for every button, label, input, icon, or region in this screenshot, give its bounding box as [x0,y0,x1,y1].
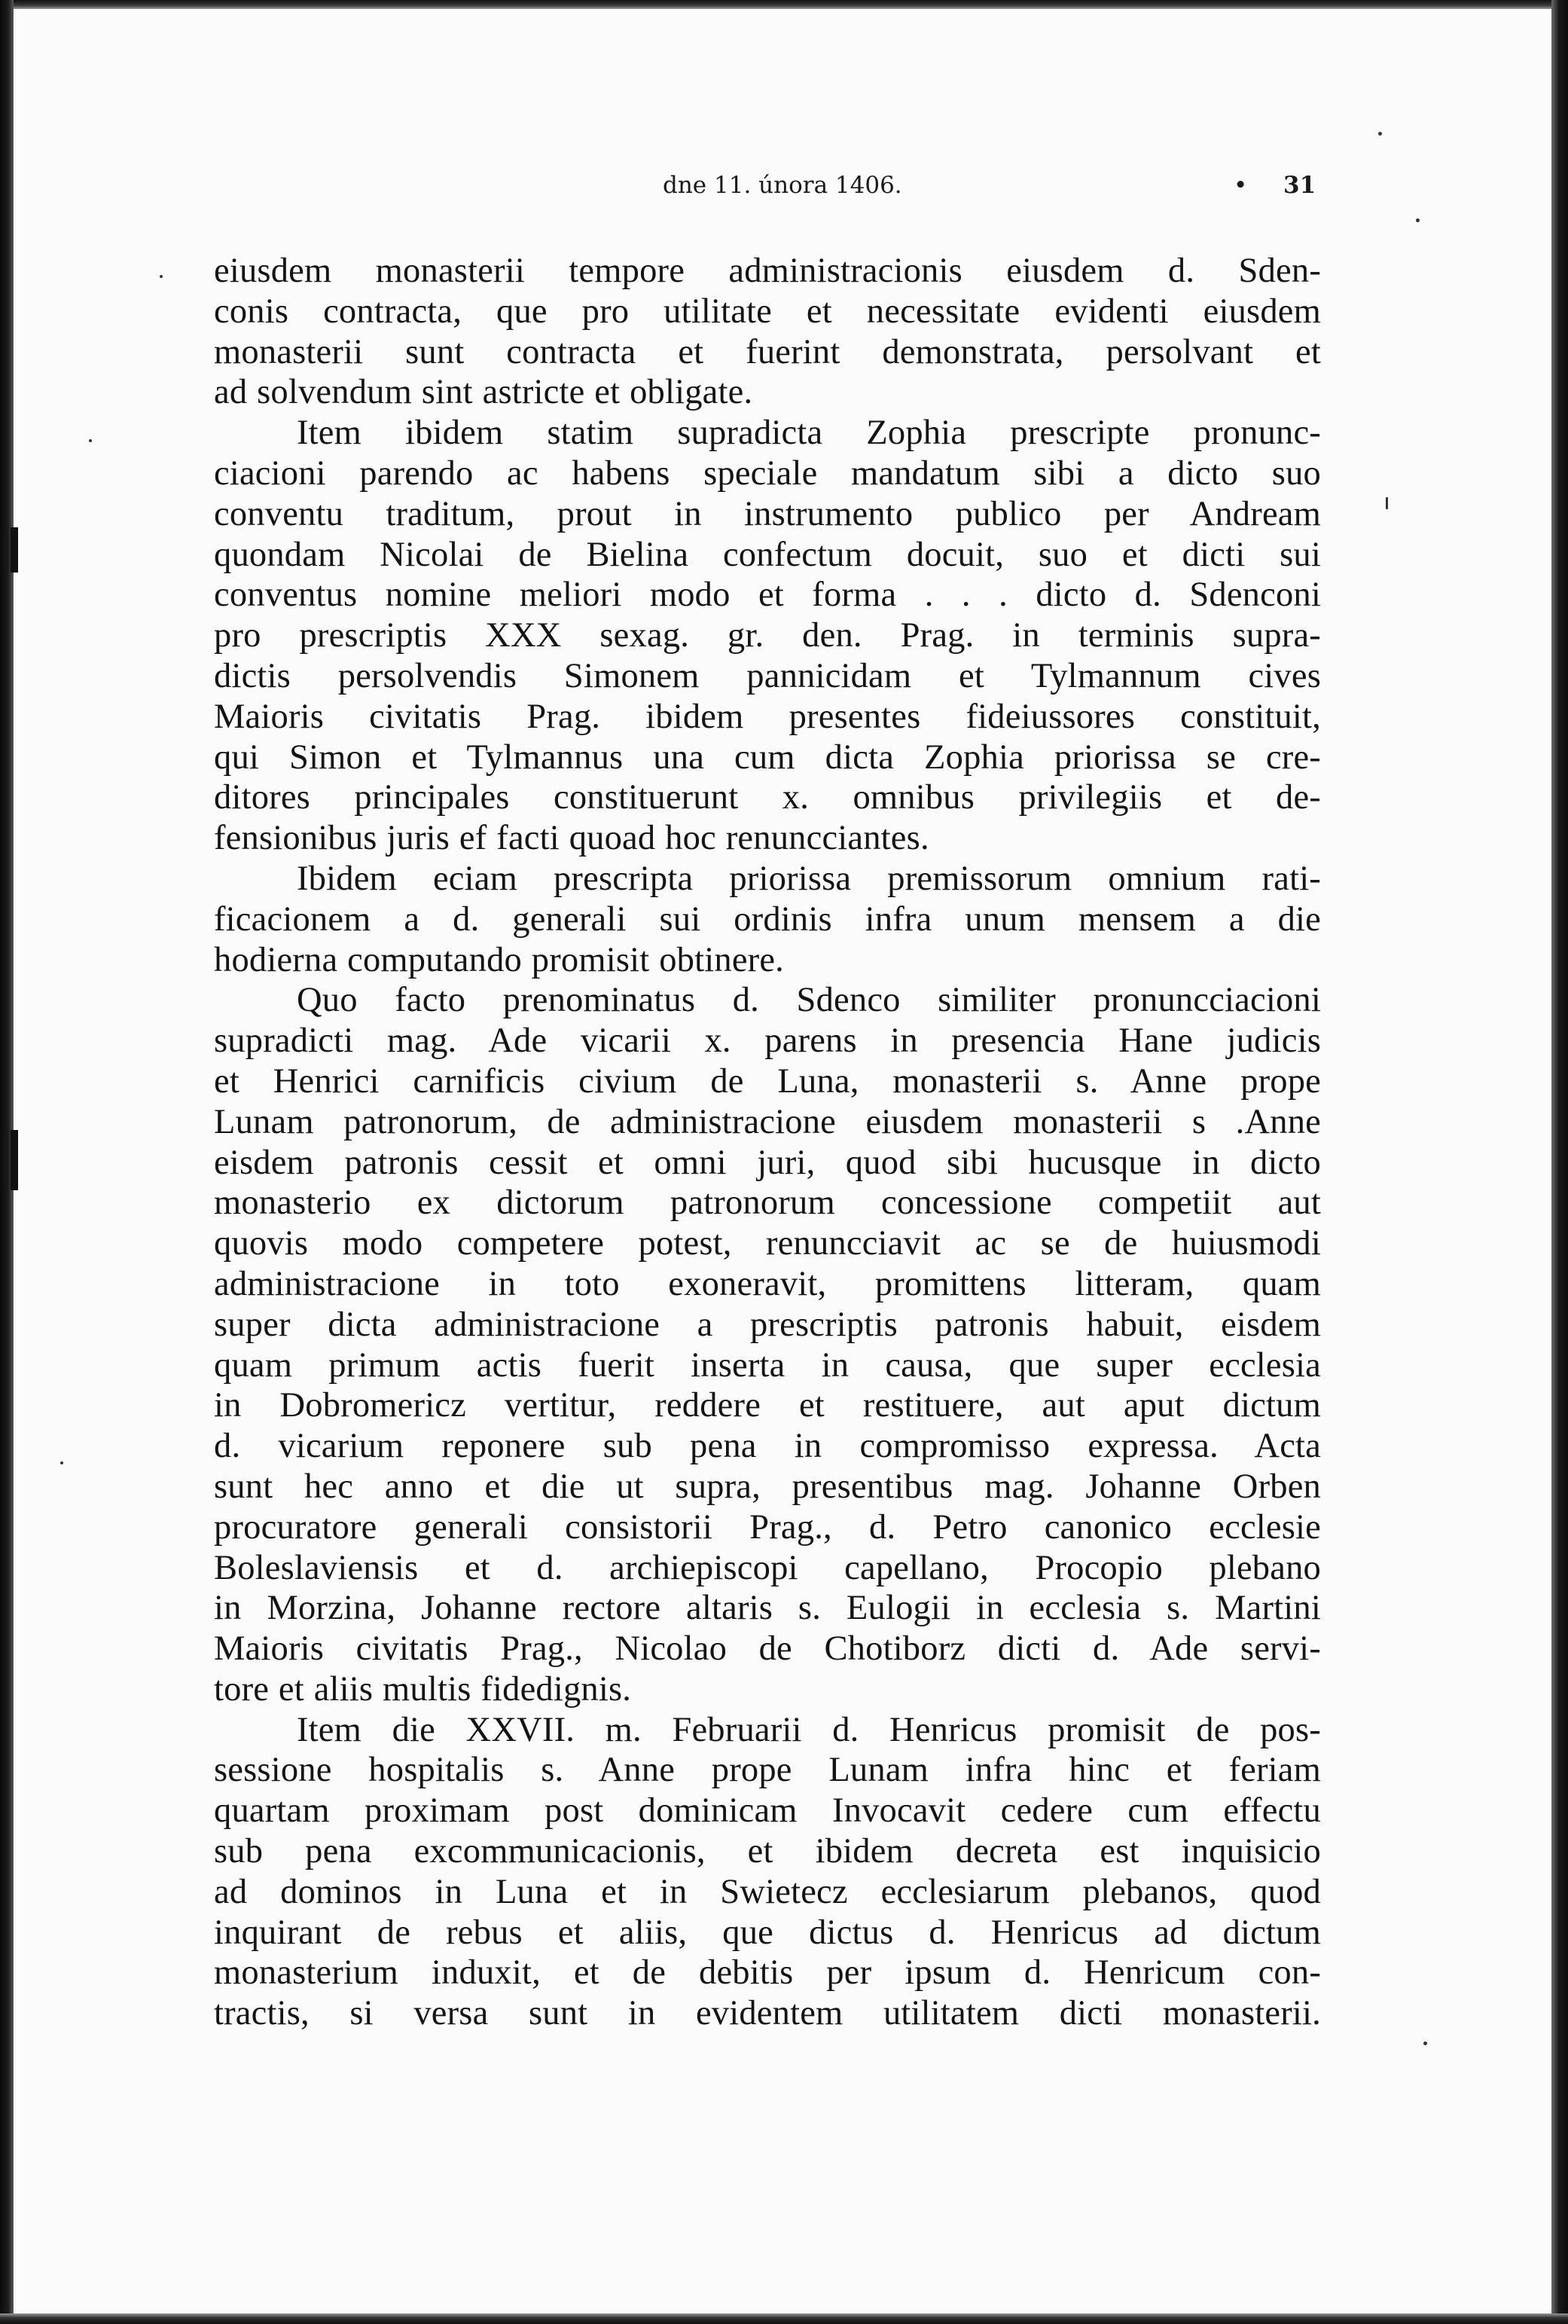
text-line: conis contracta, que pro utilitate et necessitate evidenti eiusdem [214,292,1321,331]
text-line: ficacionem a d. generali sui ordinis infra unum mensem a die [214,899,1321,939]
text-line: sunt hec anno et die ut supra, presentibus mag. Johanne Orben [214,1467,1321,1506]
text-line: monasterium induxit, et de debitis per ipsum d. Henricum con- [214,1953,1321,1993]
scan-right-edge [1551,0,1568,2324]
text-line: Maioris civitatis Prag. ibidem presentes fideiussores constituit, [214,697,1321,736]
scan-speck [89,439,92,442]
text-line: pro prescriptis XXX sexag. gr. den. Prag. in terminis supra- [214,616,1321,655]
text-line: ad dominos in Luna et in Swietecz ecclesiarum plebanos, quod [214,1872,1321,1911]
paragraph-zophia-fideiussores [214,413,1321,859]
text-line: Quo facto prenominatus d. Sdenco similiter pronuncciacioni [297,981,1321,1020]
text-line: Lunam patronorum, de administracione eiusdem monasterii s .Anne [214,1102,1321,1141]
text-line: in Morzina, Johanne rectore altaris s. Eulogii in ecclesia s. Martini [214,1589,1321,1628]
scan-speck [60,1461,63,1464]
text-line: administracione in toto exoneravit, promittens litteram, quam [214,1264,1321,1303]
scan-speck [1378,132,1382,136]
text-line: tractis, si versa sunt in evidentem utilitatem dicti monasterii. [214,1994,1321,2033]
text-line: dictis persolvendis Simonem pannicidam et Tylmannum cives [214,656,1321,695]
text-line: ciacioni parendo ac habens speciale mandatum sibi a dicto suo [214,454,1321,493]
text-line: sub pena excommunicacionis, et ibidem decreta est inquisicio [214,1832,1321,1871]
text-line: ditores principales constituerunt x. omnibus privilegiis et de- [214,778,1321,817]
text-line: qui Simon et Tylmannus una cum dicta Zophia priorissa se cre- [214,738,1321,777]
text-line: Boleslaviensis et d. archiepiscopi capellano, Procopio plebano [214,1548,1321,1587]
text-line: supradicti mag. Ade vicarii x. parens in presencia Hane judicis [214,1022,1321,1061]
text-line: quovis modo competere potest, renuncciavit ac se de huiusmodi [214,1224,1321,1263]
text-line: monasterii sunt contracta et fuerint demonstrata, persolvant et [214,332,1321,371]
text-line: Maioris civitatis Prag., Nicolao de Chotiborz dicti d. Ade servi- [214,1629,1321,1669]
scan-speck [1423,2042,1427,2045]
text-line: eisdem patronis cessit et omni juri, quod sibi hucusque in dicto [214,1143,1321,1182]
scan-top-edge [0,0,1568,9]
text-line: Ibidem eciam prescripta priorissa premissorum omnium rati- [297,859,1321,898]
text-line: procuratore generali consistorii Prag., d. Petro canonico ecclesie [214,1507,1321,1547]
paragraph-continuation [214,251,1321,413]
text-line: et Henrici carnificis civium de Luna, monasterii s. Anne prope [214,1061,1321,1101]
text-line: fensionibus juris ef facti quoad hoc renuncciantes. [214,819,929,858]
scan-speck [1416,218,1420,222]
running-head-dot: • [1234,172,1248,199]
paragraph-sdenco-cessio [214,980,1321,1709]
text-line: super dicta administracione a prescriptis patronis habuit, eisdem [214,1305,1321,1344]
scan-speck [160,275,163,278]
text-line: conventu traditum, prout in instrumento publico per Andream [214,494,1321,533]
text-line: quam primum actis fuerit inserta in causa, que super ecclesia [214,1345,1321,1385]
page-number: 31 [1283,172,1316,199]
scan-speck [1386,497,1388,509]
text-line: quartam proximam post dominicam Invocavit cedere cum effectu [214,1791,1321,1831]
text-line: tore et aliis multis fidedignis. [214,1669,632,1709]
text-line: ad solvendum sint astricte et obligate. [214,373,753,412]
running-head [211,172,1316,209]
text-line: Item die XXVII. m. Februarii d. Henricus promisit de pos- [297,1710,1321,1749]
body-text [214,251,1321,2034]
text-line: d. vicarium reponere sub pena in compromisso expressa. Acta [214,1427,1321,1466]
text-line: Item ibidem statim supradicta Zophia prescripte pronunc- [297,414,1321,453]
text-line: quondam Nicolai de Bielina confectum docuit, suo et dicti sui [214,535,1321,574]
text-line: eiusdem monasterii tempore administracionis eiusdem d. Sden- [214,252,1321,290]
text-line: inquirant de rebus et aliis, que dictus d. Henricus ad dictum [214,1913,1321,1952]
scan-left-mark [11,1130,18,1190]
running-head-title: dne 11. února 1406. [663,172,902,199]
paragraph-henricus-promisit [214,1710,1321,2034]
paragraph-ratificacio [214,859,1321,980]
text-line: sessione hospitalis s. Anne prope Lunam infra hinc et feriam [214,1751,1321,1790]
scan-left-mark [11,527,18,573]
text-line: in Dobromericz vertitur, reddere et restituere, aut aput dictum [214,1386,1321,1425]
text-line: hodierna computando promisit obtinere. [214,940,785,979]
text-line: monasterio ex dictorum patronorum concessione competiit aut [214,1183,1321,1223]
text-line: conventus nomine meliori modo et forma . . . dicto d. Sdenconi [214,576,1321,615]
scan-bottom-edge [0,2313,1568,2324]
